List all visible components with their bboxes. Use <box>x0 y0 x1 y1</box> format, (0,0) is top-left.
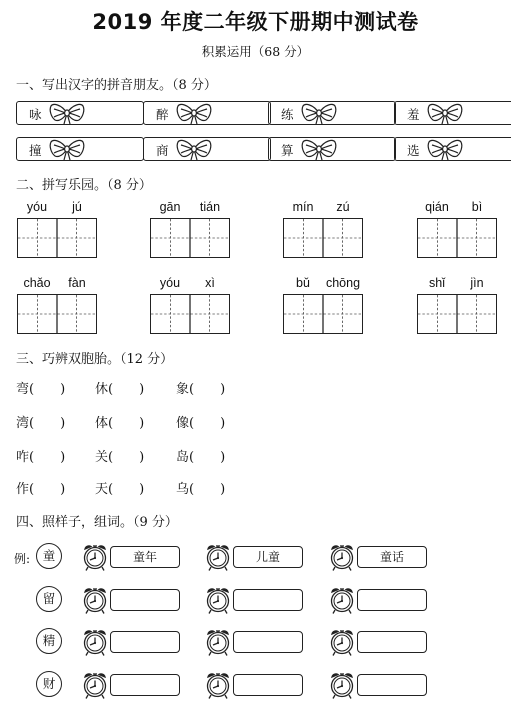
alarm-clock-icon <box>327 670 357 700</box>
alarm-clock-icon <box>203 585 233 615</box>
hanzi-char: 撞 <box>29 143 42 158</box>
pinyin-card[interactable] <box>143 101 271 125</box>
pinyin-syllable: bì <box>471 200 483 214</box>
twin-char-blank[interactable]: 岛( ) <box>176 450 226 465</box>
alarm-clock-icon <box>80 585 110 615</box>
bow-icon <box>299 137 339 161</box>
bow-icon <box>425 101 465 125</box>
page-subtitle: 积累运用（68 分） <box>201 44 310 59</box>
pinyin-syllable: jú <box>72 200 82 214</box>
pinyin-syllable: yóu <box>159 276 181 290</box>
word-answer-box[interactable]: 童话 <box>357 546 427 568</box>
word-answer-box[interactable] <box>110 674 180 696</box>
hanzi-char: 算 <box>281 143 294 158</box>
twin-char-blank[interactable]: 休( ) <box>95 382 145 397</box>
target-char: 财 <box>36 671 62 697</box>
bow-icon <box>299 101 339 125</box>
pinyin-card[interactable] <box>394 137 511 161</box>
alarm-clock-icon <box>203 542 233 572</box>
pinyin-syllable: bǔ <box>296 276 310 290</box>
pinyin-syllable: zú <box>336 200 350 214</box>
writing-grid[interactable] <box>283 218 363 258</box>
pinyin-card[interactable] <box>16 101 144 125</box>
writing-grid[interactable] <box>150 294 230 334</box>
pinyin-card[interactable] <box>143 137 271 161</box>
writing-grid[interactable] <box>150 218 230 258</box>
writing-grid[interactable] <box>417 294 497 334</box>
pinyin-syllable: gān <box>159 200 181 214</box>
target-char: 童 <box>36 543 62 569</box>
pinyin-syllable: qián <box>425 200 449 214</box>
word-answer-box[interactable] <box>110 589 180 611</box>
hanzi-char: 选 <box>407 143 420 158</box>
pinyin-card[interactable] <box>268 137 396 161</box>
pinyin-card[interactable] <box>394 101 511 125</box>
alarm-clock-icon <box>327 627 357 657</box>
alarm-clock-icon <box>80 542 110 572</box>
target-char: 精 <box>36 628 62 654</box>
twin-char-blank[interactable]: 咋( ) <box>16 450 66 465</box>
section1-heading: 一、写出汉字的拼音朋友。（8 分） <box>16 78 217 93</box>
word-answer-box[interactable] <box>110 631 180 653</box>
bow-icon <box>174 137 214 161</box>
twin-char-blank[interactable]: 湾( ) <box>16 416 66 431</box>
twin-char-blank[interactable]: 关( ) <box>95 450 145 465</box>
word-answer-box[interactable] <box>357 674 427 696</box>
twin-char-blank[interactable]: 弯( ) <box>16 382 66 397</box>
bow-icon <box>425 137 465 161</box>
alarm-clock-icon <box>80 627 110 657</box>
hanzi-char: 商 <box>156 143 169 158</box>
page-title: 2019 年度二年级下册期中测试卷 <box>92 10 419 34</box>
pinyin-syllable: shǐ <box>429 276 445 290</box>
twin-char-blank[interactable]: 作( ) <box>16 482 66 497</box>
section2-heading: 二、拼写乐园。（8 分） <box>16 178 152 193</box>
word-answer-box[interactable] <box>233 631 303 653</box>
section3-heading: 三、巧辨双胞胎。（12 分） <box>16 352 174 367</box>
section4-heading: 四、照样子，组词。（9 分） <box>16 515 178 530</box>
pinyin-card[interactable] <box>268 101 396 125</box>
writing-grid[interactable] <box>17 218 97 258</box>
twin-char-blank[interactable]: 乌( ) <box>176 482 226 497</box>
twin-char-blank[interactable]: 天( ) <box>95 482 145 497</box>
twin-char-blank[interactable]: 象( ) <box>176 382 226 397</box>
writing-grid[interactable] <box>417 218 497 258</box>
pinyin-card[interactable] <box>16 137 144 161</box>
word-answer-box[interactable] <box>233 589 303 611</box>
word-answer-box[interactable] <box>357 631 427 653</box>
pinyin-syllable: chǎo <box>23 276 51 290</box>
word-answer-box[interactable]: 童年 <box>110 546 180 568</box>
alarm-clock-icon <box>80 670 110 700</box>
bow-icon <box>174 101 214 125</box>
alarm-clock-icon <box>203 670 233 700</box>
twin-char-blank[interactable]: 像( ) <box>176 416 226 431</box>
pinyin-syllable: xì <box>205 276 215 290</box>
alarm-clock-icon <box>203 627 233 657</box>
bow-icon <box>47 137 87 161</box>
pinyin-syllable: fàn <box>68 276 86 290</box>
pinyin-syllable: yóu <box>26 200 48 214</box>
pinyin-syllable: tián <box>199 200 221 214</box>
writing-grid[interactable] <box>283 294 363 334</box>
word-answer-box[interactable] <box>233 674 303 696</box>
hanzi-char: 练 <box>281 107 294 122</box>
hanzi-char: 羞 <box>407 107 420 122</box>
hanzi-char: 醉 <box>156 107 169 122</box>
pinyin-syllable: mín <box>292 200 314 214</box>
writing-grid[interactable] <box>17 294 97 334</box>
word-answer-box[interactable]: 儿童 <box>233 546 303 568</box>
twin-char-blank[interactable]: 体( ) <box>95 416 145 431</box>
alarm-clock-icon <box>327 542 357 572</box>
pinyin-syllable: chōng <box>325 276 361 290</box>
target-char: 留 <box>36 586 62 612</box>
example-label: 例: <box>14 552 31 566</box>
word-answer-box[interactable] <box>357 589 427 611</box>
alarm-clock-icon <box>327 585 357 615</box>
bow-icon <box>47 101 87 125</box>
hanzi-char: 咏 <box>29 107 42 122</box>
pinyin-syllable: jìn <box>470 276 484 290</box>
